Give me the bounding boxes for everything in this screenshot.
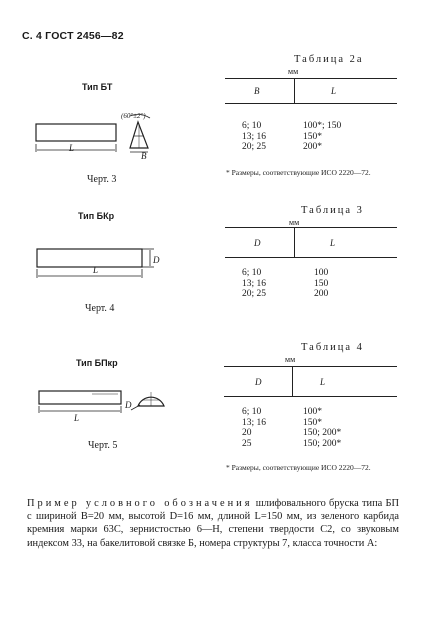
table-2a-col2-values: 100*; 150 150* 200* (303, 121, 342, 152)
table-2a-col1-header: B (254, 86, 260, 96)
table-4-col2-header: L (320, 377, 326, 387)
table-4-col2-values: 100* 150* 150; 200* 150; 200* (303, 407, 342, 449)
figure-5-dim-L: L (74, 413, 80, 423)
figure-4-caption: Черт. 4 (85, 303, 115, 314)
figure-3-caption: Черт. 3 (87, 174, 117, 185)
table-4-head-rule (224, 396, 397, 397)
table-2a-unit: мм (288, 67, 299, 76)
designation-example-paragraph (27, 497, 399, 550)
table-4-caption: Таблица 4 (301, 342, 364, 353)
figure-4-dim-D: D (153, 255, 160, 265)
figure-3-type-label: Тип БТ (82, 82, 113, 92)
table-3-col1-header: D (254, 238, 261, 248)
table-4-col1-header: D (255, 377, 262, 387)
figure-4-dim-L: L (93, 265, 99, 275)
table-3-col-divider (294, 228, 295, 257)
figure-5-drawing (32, 378, 167, 423)
table-4-col-divider (292, 367, 293, 396)
figure-5-dim-D: D (125, 400, 132, 410)
figure-3-dim-B: B (141, 151, 147, 161)
example-lead: Пример условного обозначения (27, 498, 253, 509)
table-4-top-rule (224, 366, 397, 367)
page-header: С. 4 ГОСТ 2456—82 (22, 30, 124, 42)
table-3-col2-header: L (330, 238, 336, 248)
table-3-caption: Таблица 3 (301, 205, 364, 216)
table-2a-footnote: * Размеры, соответствующие ИСО 2220—72. (226, 168, 371, 177)
table-3-col1-values: 6; 10 13; 16 20; 25 (242, 268, 267, 299)
figure-3-angle: (60°±2°) (121, 112, 146, 120)
example-text: шлифовального бруска типа БП с шириной B=20 мм, высотой D=16 мм, длиной L=150 мм, из зеленого карбида кремния марки 63С, зернистостью 6—Н, степени твердости С2, со звуковым индексом 33, на бакелитовой связке Б, номера структуры 7, класса точности А: (27, 498, 399, 549)
table-2a-col-divider (294, 79, 295, 103)
table-2a-top-rule (225, 78, 397, 79)
table-4-footnote: * Размеры, соответствующие ИСО 2220—72. (226, 463, 371, 472)
table-2a-col1-values: 6; 10 13; 16 20; 25 (242, 121, 267, 152)
figure-3-drawing (30, 110, 170, 165)
figure-5-type-label: Тип БПкр (76, 358, 118, 368)
table-2a-head-rule (225, 103, 397, 104)
table-2a-col2-header: L (331, 86, 337, 96)
table-4-col1-values: 6; 10 13; 16 20 25 (242, 407, 267, 449)
figure-4-drawing (30, 240, 160, 285)
table-3-unit: мм (289, 218, 300, 227)
table-3-head-rule (225, 257, 397, 258)
figure-3-dim-L: L (69, 143, 75, 153)
figure-5-caption: Черт. 5 (88, 440, 118, 451)
figure-4-type-label: Тип БКр (78, 211, 115, 221)
table-3-top-rule (225, 227, 397, 228)
table-2a-caption: Таблица 2а (294, 54, 364, 65)
table-4-unit: мм (285, 355, 296, 364)
table-3-col2-values: 100 150 200 (314, 268, 329, 299)
